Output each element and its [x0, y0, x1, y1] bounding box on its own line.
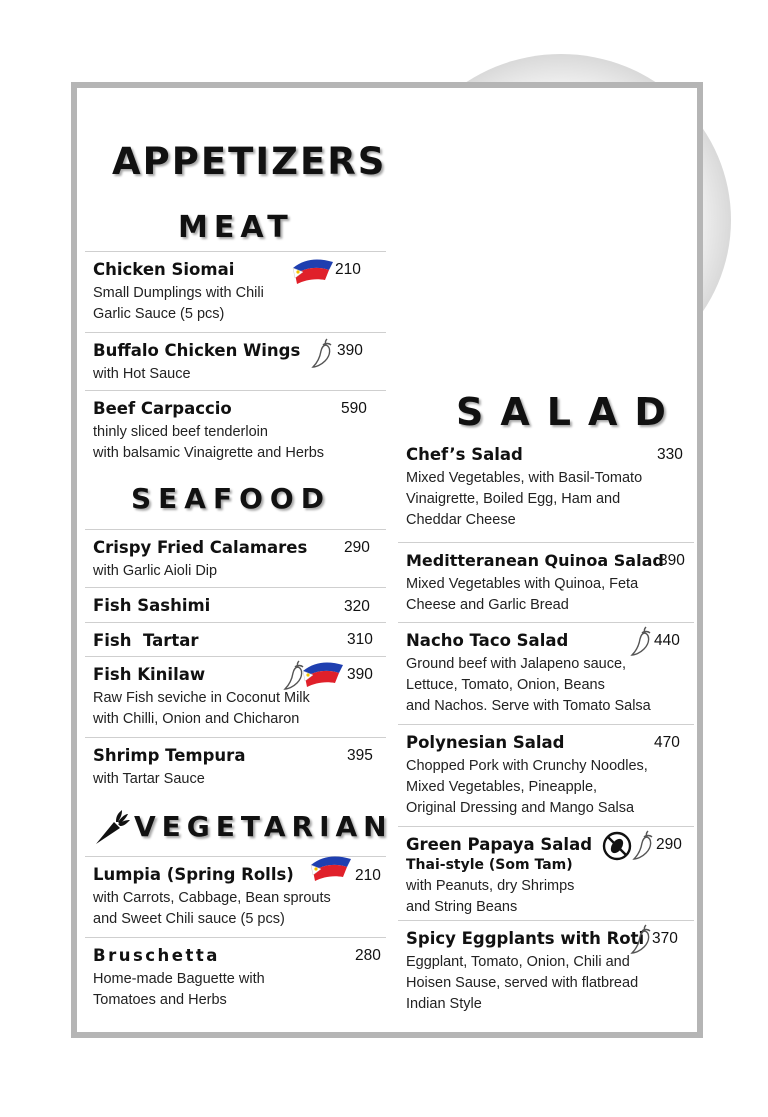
- item-name: Bruschetta: [93, 946, 220, 965]
- item-description: Small Dumplings with Chili Garlic Sauce (5 pcs): [93, 285, 264, 322]
- vegetarian-heading: VEGETARIAN: [134, 810, 393, 843]
- item-price: 330: [657, 446, 683, 463]
- item-price: 590: [341, 400, 367, 417]
- item-name: Nacho Taco Salad: [406, 631, 569, 650]
- item-name: Buffalo Chicken Wings: [93, 341, 301, 360]
- item-name: Fish Kinilaw: [93, 665, 206, 684]
- item-description: Mixed Vegetables, with Basil-Tomato Vinaigrette, Boiled Egg, Ham and Cheddar Cheese: [406, 470, 643, 528]
- chili-icon: [632, 829, 654, 861]
- item-name: Crispy Fried Calamares: [93, 538, 308, 557]
- salad-heading: SALAD: [456, 390, 683, 434]
- chili-icon: [630, 923, 652, 955]
- menu-item-fish-tartar: [85, 622, 386, 657]
- item-description: Home-made Baguette with Tomatoes and Herbs: [93, 971, 265, 1008]
- item-price: 370: [652, 930, 678, 947]
- menu-item-spicy-eggplants: [398, 920, 694, 1017]
- item-description: with Tartar Sauce: [93, 771, 205, 787]
- item-name: Chicken Siomai: [93, 260, 235, 279]
- no-nuts-icon: [602, 831, 632, 861]
- item-name: Fish Sashimi: [93, 596, 211, 615]
- item-description: Ground beef with Jalapeno sauce, Lettuce, Tomato, Onion, Beans and Nachos. Serve with Tomato Salsa: [406, 656, 651, 714]
- item-name: Spicy Eggplants with Roti: [406, 929, 645, 948]
- item-description: with Garlic Aioli Dip: [93, 563, 218, 579]
- item-description: Chopped Pork with Crunchy Noodles, Mixed Vegetables, Pineapple, Original Dressing and Mango Salsa: [406, 758, 648, 816]
- item-description: Mixed Vegetables with Quinoa, Feta Cheese and Garlic Bread: [406, 576, 639, 613]
- item-price: 280: [355, 947, 381, 964]
- chili-icon: [311, 337, 333, 369]
- menu-item-fish-kinilaw: [85, 656, 386, 737]
- item-price: 320: [344, 598, 370, 615]
- philippine-flag-icon: [301, 657, 345, 691]
- item-price: 390: [337, 342, 363, 359]
- item-description: with Peanuts, dry Shrimps and String Beans: [406, 878, 575, 915]
- menu-item-lumpia: [85, 856, 386, 937]
- item-description: thinly sliced beef tenderloin with balsamic Vinaigrette and Herbs: [93, 424, 325, 461]
- item-name: Lumpia (Spring Rolls): [93, 865, 294, 884]
- item-description: with Carrots, Cabbage, Bean sprouts and Sweet Chili sauce (5 pcs): [93, 890, 331, 927]
- menu-item-bruschetta: [85, 937, 386, 1018]
- philippine-flag-icon: [291, 254, 335, 288]
- menu-item-fish-sashimi: [85, 587, 386, 622]
- item-price: 395: [347, 747, 373, 764]
- item-name: Meditteranean Quinoa Salad: [406, 551, 664, 570]
- menu-item-beef-carpaccio: [85, 390, 386, 471]
- philippine-flag-icon: [309, 851, 353, 885]
- menu-item-buffalo-chicken-wings: [85, 332, 386, 390]
- item-name: Chef’s Salad: [406, 445, 523, 464]
- menu-item-crispy-fried-calamares: [85, 529, 386, 587]
- item-name: Shrimp Tempura: [93, 746, 246, 765]
- carrot-icon: [92, 808, 132, 848]
- item-name: Green Papaya Salad: [406, 835, 593, 854]
- item-name: Polynesian Salad: [406, 733, 565, 752]
- item-price: 390: [347, 666, 373, 683]
- chili-icon: [630, 625, 652, 657]
- item-price: 310: [347, 631, 373, 648]
- item-price: 470: [654, 734, 680, 751]
- item-description: Eggplant, Tomato, Onion, Chili and Hoisen Sause, served with flatbread Indian Style: [406, 954, 639, 1012]
- item-price: 440: [654, 632, 680, 649]
- menu-item-shrimp-tempura: [85, 737, 386, 795]
- item-price: 210: [355, 867, 381, 884]
- item-price: 290: [656, 836, 682, 853]
- item-description: Raw Fish seviche in Coconut Milk with Chilli, Onion and Chicharon: [93, 690, 310, 727]
- menu-item-quinoa-salad: [398, 542, 694, 623]
- item-name: Fish Tartar: [93, 631, 199, 650]
- item-description: with Hot Sauce: [93, 366, 191, 382]
- item-price: 210: [335, 261, 361, 278]
- menu-item-nacho-taco-salad: [398, 622, 694, 724]
- item-price: 290: [344, 539, 370, 556]
- menu-item-green-papaya-salad: [398, 826, 694, 921]
- seafood-heading: SEAFOOD: [131, 482, 331, 515]
- appetizers-heading: APPETIZERS: [112, 140, 387, 183]
- item-subtitle: Thai-style (Som Tam): [406, 857, 573, 873]
- menu-item-polynesian-salad: [398, 724, 694, 826]
- menu-item-chicken-siomai: [85, 251, 386, 332]
- meat-heading: MEAT: [178, 210, 294, 245]
- menu-item-chefs-salad: [398, 437, 694, 541]
- item-price: 390: [659, 552, 685, 569]
- item-name: Beef Carpaccio: [93, 399, 232, 418]
